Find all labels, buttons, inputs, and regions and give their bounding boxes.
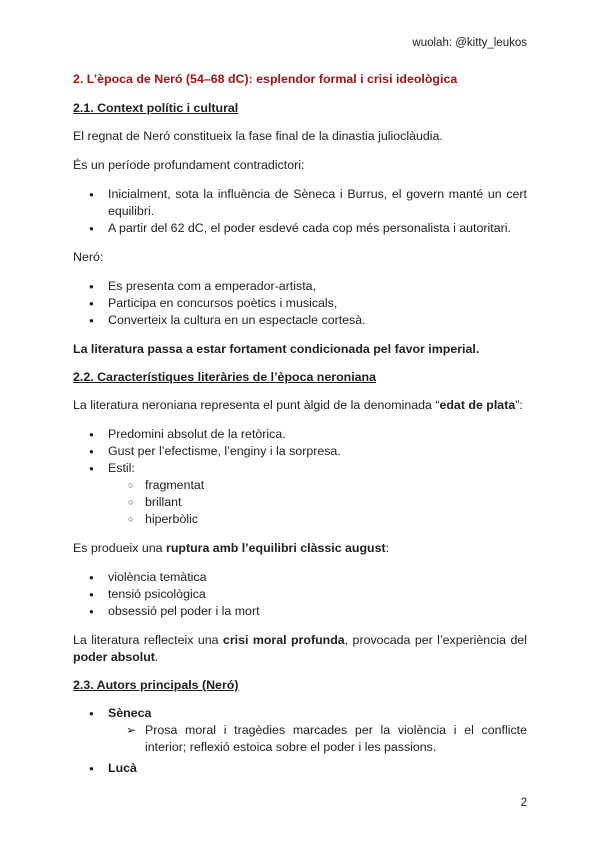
section-heading-2-1: 2.1. Context polític i cultural (73, 101, 239, 115)
authors-list (73, 705, 527, 777)
list-item: ● Converteix la cultura en un espectacle cortesà. (73, 312, 527, 329)
bullet-list (73, 186, 527, 237)
author-item: ● Lucà (73, 760, 527, 777)
text-run: Es produeix una (73, 541, 166, 555)
list-item: ● obsessió pel poder i la mort (73, 603, 527, 620)
paragraph: El regnat de Neró constitueix la fase final de la dinastia julioclàudia. (73, 129, 443, 143)
list-item: ● Participa en concursos poètics i musicals, (73, 295, 527, 312)
list-item: ● violència temàtica (73, 569, 527, 586)
list-item: ● A partir del 62 dC, el poder esdevé cada cop més personalista i autoritari. (73, 220, 527, 237)
list-item: ● Estil: (73, 460, 527, 477)
document-page (73, 72, 527, 789)
bold-text: edat de plata (439, 398, 516, 412)
list-item: ● Inicialment, sota la influència de Sèneca i Burrus, el govern manté un cert equilibri. (73, 186, 527, 220)
paragraph (73, 540, 527, 557)
text-run: La literatura neroniana representa el punt àlgid de la denominada “ (73, 398, 440, 412)
list-item: ● Predomini absolut de la retòrica. (73, 426, 527, 443)
author-item: ● Sèneca (73, 705, 527, 722)
page-number: 2 (520, 797, 527, 809)
text-run: La literatura reflecteix una (73, 633, 223, 647)
text-run: . (154, 650, 159, 664)
bullet-list (73, 426, 527, 528)
watermark-header: wuolah: @kitty_leukos (412, 37, 527, 49)
paragraph (73, 397, 527, 414)
conclusion-paragraph: La literatura passa a estar fortament condicionada pel favor imperial. (73, 342, 480, 356)
section-heading-2-3: 2.3. Autors principals (Neró) (73, 678, 239, 692)
bold-text: poder absolut (73, 650, 155, 664)
bullet-list (73, 569, 527, 620)
sub-list-item: ○ fragmentat (73, 477, 527, 494)
bold-text: crisi moral profunda (222, 633, 345, 647)
paragraph: Neró: (73, 250, 104, 264)
list-item: ● tensió psicològica (73, 586, 527, 603)
author-description: ➢ Prosa moral i tragèdies marcades per la violència i el conflicte interior; reflexió estoica sobre el poder i les passions. (73, 722, 527, 756)
paragraph: És un període profundament contradictori: (73, 158, 305, 172)
list-item: ● Es presenta com a emperador-artista, (73, 278, 527, 295)
list-item: ● Gust per l’efectisme, l’enginy i la sorpresa. (73, 443, 527, 460)
text-run: ”: (515, 398, 523, 412)
text-run: : (385, 541, 390, 555)
paragraph (73, 632, 527, 666)
bold-text: ruptura amb l’equilibri clàssic august (166, 541, 386, 555)
sub-list-item: ○ brillant (73, 494, 527, 511)
chapter-title: 2. L’època de Neró (54–68 dC): esplendor formal i crisi ideològica (73, 72, 458, 86)
sub-list-item: ○ hiperbòlic (73, 511, 527, 528)
bullet-list (73, 278, 527, 329)
section-heading-2-2: 2.2. Característiques literàries de l’època neroniana (73, 370, 377, 384)
text-run: , provocada per l’experiència del (344, 633, 527, 647)
